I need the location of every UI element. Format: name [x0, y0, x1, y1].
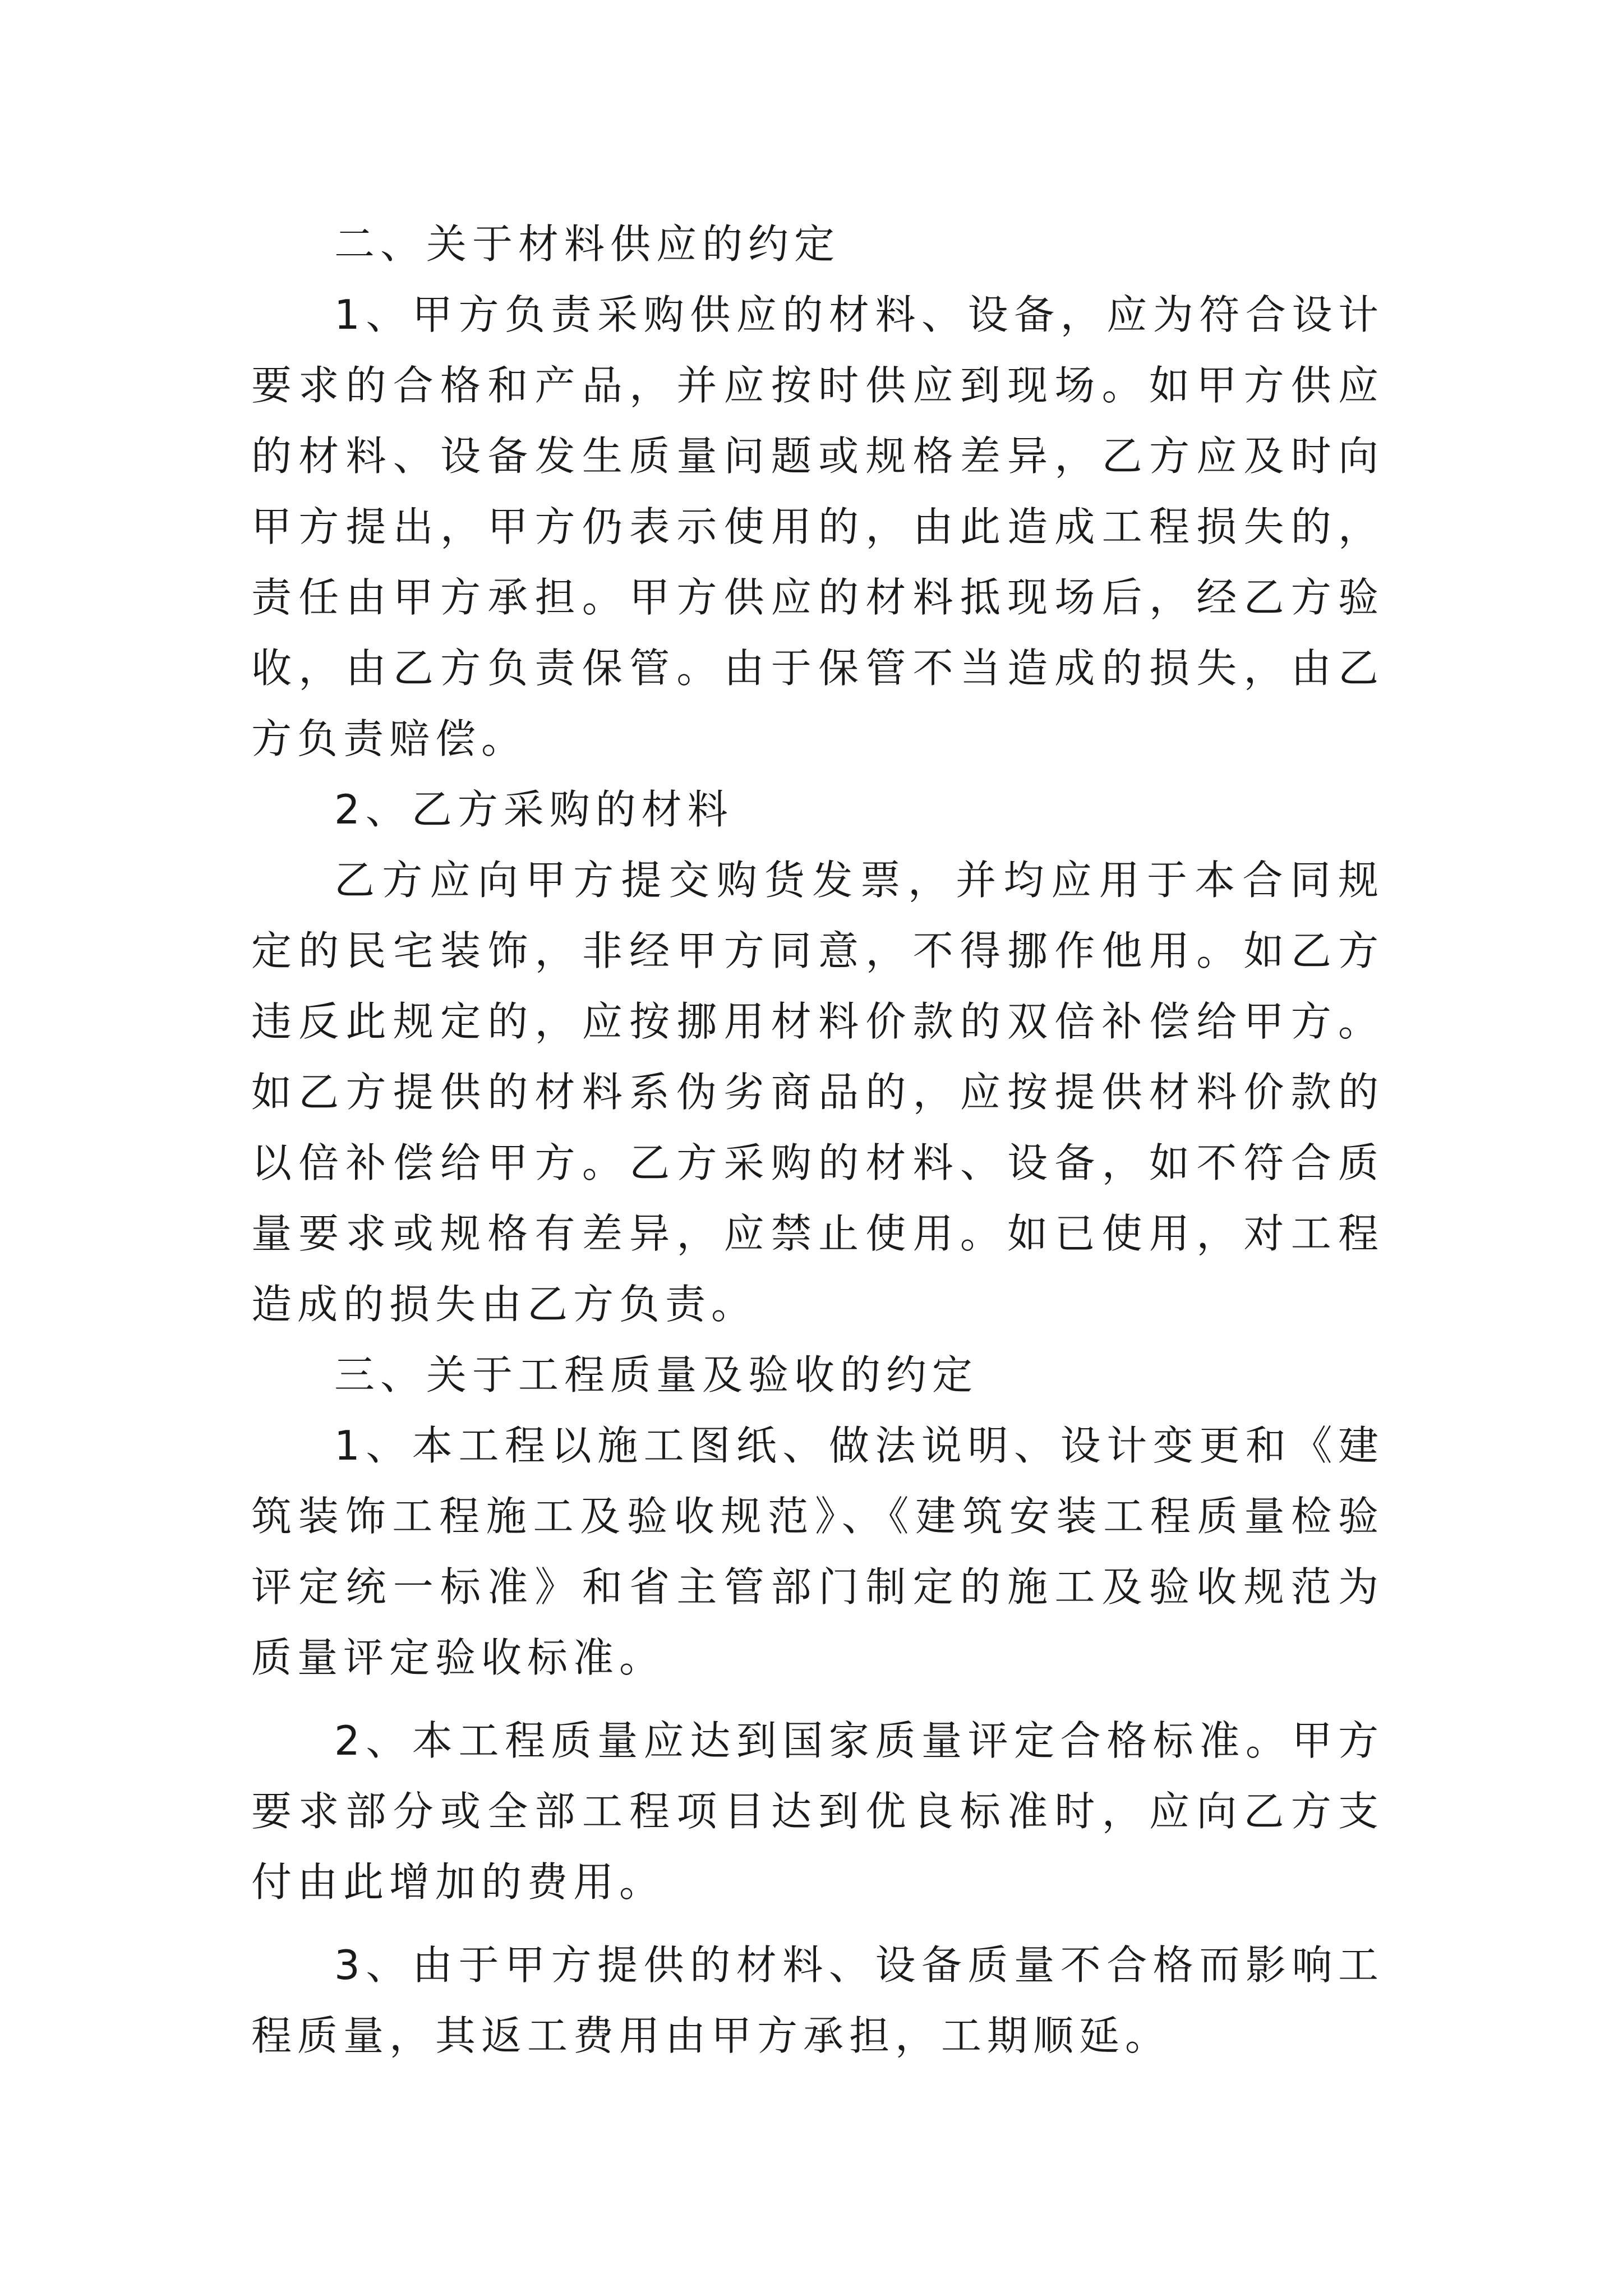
clause-quality-level: 2、本工程质量应达到国家质量评定合格标准。甲方要求部分或全部工程项目达到优良标准时，应向乙方支付由此增加的费用。: [251, 1717, 1384, 1906]
clause-heading-party-b-materials: 2、乙方采购的材料: [334, 786, 734, 833]
document-body: [251, 209, 1384, 2071]
clause-party-a-supply: 1、甲方负责采购供应的材料、设备，应为符合设计要求的合格和产品，并应按时供应到现场。如甲方供应的材料、设备发生质量问题或规格差异，乙方应及时向甲方提出，甲方仍表示使用的，由此造成工程损失的，责任由甲方承担。甲方供应的材料抵现场后，经乙方验收，由乙方负责保管。由于保管不当造成的损失，由乙方负责赔偿。: [251, 291, 1384, 762]
clause-defective-materials: 3、由于甲方提供的材料、设备质量不合格而影响工程质量，其返工费用由甲方承担，工期顺延。: [251, 1941, 1384, 2059]
section-heading-quality: 三、关于工程质量及验收的约定: [334, 1351, 979, 1398]
section-heading-materials: 二、关于材料供应的约定: [334, 220, 841, 268]
clause-quality-standards: 1、本工程以施工图纸、做法说明、设计变更和《建筑装饰工程施工及验收规范》、《建筑安装工程质量检验评定统一标准》和省主管部门制定的施工及验收规范为质量评定验收标准。: [251, 1422, 1384, 1681]
clause-party-b-materials: 乙方应向甲方提交购货发票，并均应用于本合同规定的民宅装饰，非经甲方同意，不得挪作他用。如乙方违反此规定的，应按挪用材料价款的双倍补偿给甲方。如乙方提供的材料系伪劣商品的，应按提供材料价款的以倍补偿给甲方。乙方采购的材料、设备，如不符合质量要求或规格有差异，应禁止使用。如已使用，对工程造成的损失由乙方负责。: [251, 857, 1384, 1328]
